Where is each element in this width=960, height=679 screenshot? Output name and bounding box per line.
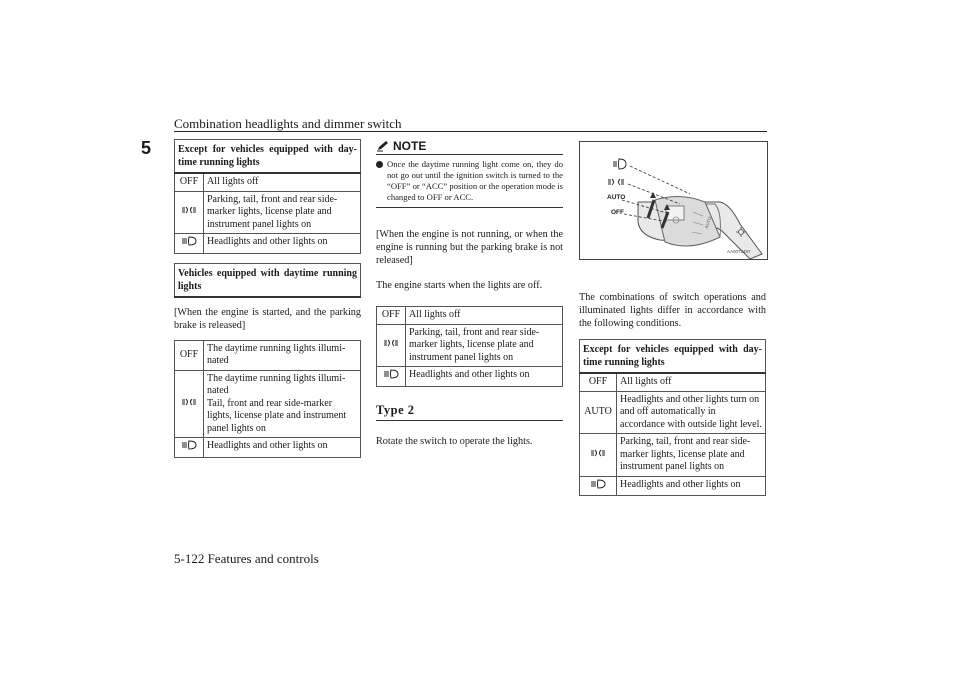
lights-table-engine-off — [376, 306, 563, 387]
headlights-icon — [383, 369, 399, 379]
table-row — [175, 234, 361, 254]
page-header-title: Combination headlights and dimmer switch — [174, 116, 402, 131]
switch-position: OFF — [175, 340, 204, 370]
position-description: All lights off — [406, 307, 563, 325]
table-row — [175, 191, 361, 234]
bullet-icon — [376, 161, 383, 168]
table-row — [175, 340, 361, 370]
position-description: Headlights and other lights turn on and off automatically in accordance with outside light level. — [617, 391, 766, 434]
table-caption: Except for vehicles equipped with day-time running lights — [175, 140, 361, 174]
table-caption: Except for vehicles equipped with day-time running lights — [580, 340, 766, 374]
knob-auto-label: AUTO — [703, 215, 713, 230]
conditions-paragraph: The combinations of switch operations and illuminated lights differ in accordance with the following conditions. — [579, 292, 766, 329]
table-row — [377, 367, 563, 387]
parking-lights-icon — [181, 205, 197, 215]
chapter-tab: 5 — [140, 137, 151, 158]
position-description: Parking, tail, front and rear side-marker lights, license plate and instrument panel lights on — [617, 434, 766, 477]
position-description: Headlights and other lights on — [617, 476, 766, 496]
table-row — [175, 173, 361, 191]
position-description: Headlights and other lights on — [204, 234, 361, 254]
page-footer: 5-122 Features and controls — [174, 551, 319, 566]
figure-code: AA0073497 — [727, 249, 751, 254]
headlights-icon — [181, 440, 197, 450]
lights-table-type2 — [579, 339, 766, 496]
position-description: Parking, tail, front and rear side-marker lights, license plate and instrument panel lights on — [204, 191, 361, 234]
switch-illustration — [579, 141, 768, 260]
lights-table-drl — [174, 340, 361, 458]
position-description: The daytime running lights illumi-nated Tail, front and rear side-marker lights, license plate and instrument panel lights on — [204, 370, 361, 438]
headlights-icon — [590, 479, 606, 489]
instruction-paragraph: Rotate the switch to operate the lights. — [376, 435, 533, 447]
switch-position: OFF — [377, 307, 406, 325]
headlights-icon — [181, 236, 197, 246]
switch-position: AUTO — [580, 391, 617, 434]
position-description: The daytime running lights illumi-nated — [204, 340, 361, 370]
table-row — [580, 434, 766, 477]
table-row — [580, 391, 766, 434]
pencil-icon — [376, 140, 390, 152]
condition-paragraph: [When the engine is not running, or when the engine is running but the parking brake is not released] — [376, 229, 563, 266]
column-2 — [376, 139, 563, 448]
switch-position: OFF — [580, 373, 617, 391]
table-row — [580, 373, 766, 391]
note-box — [376, 139, 563, 208]
position-description: Headlights and other lights on — [204, 438, 361, 458]
parking-lights-icon — [608, 179, 624, 185]
note-text: Once the daytime running light come on, they do not go out until the ignition switch is turned to the “OFF” or “ACC” position or the operation mode is changed to OFF or ACC. — [387, 159, 563, 202]
position-description: All lights off — [204, 173, 361, 191]
header-rule — [174, 131, 767, 132]
note-label: NOTE — [393, 139, 427, 153]
column-3 — [579, 141, 766, 496]
parking-lights-icon — [383, 338, 399, 348]
section-heading: Type 2 — [376, 403, 563, 421]
position-description: All lights off — [617, 373, 766, 391]
switch-position: OFF — [175, 173, 204, 191]
table-row — [580, 476, 766, 496]
table-row — [377, 324, 563, 367]
table-caption: Vehicles equipped with daytime running lights — [175, 263, 361, 297]
position-description: Headlights and other lights on — [406, 367, 563, 387]
lights-table-standard — [174, 139, 361, 254]
drl-caption-box — [174, 263, 361, 298]
engine-paragraph: The engine starts when the lights are off. — [376, 280, 543, 291]
auto-label: AUTO — [607, 194, 626, 201]
off-label: OFF — [611, 209, 624, 216]
table-row — [175, 370, 361, 438]
headlights-icon — [613, 159, 626, 169]
position-description: Parking, tail, front and rear side-marker lights, license plate and instrument panel lights on — [406, 324, 563, 367]
condition-paragraph: [When the engine is started, and the parking brake is released] — [174, 306, 361, 331]
parking-lights-icon — [590, 448, 606, 458]
column-1 — [174, 139, 361, 458]
table-row — [377, 307, 563, 325]
table-row — [175, 438, 361, 458]
parking-lights-icon — [181, 397, 197, 407]
